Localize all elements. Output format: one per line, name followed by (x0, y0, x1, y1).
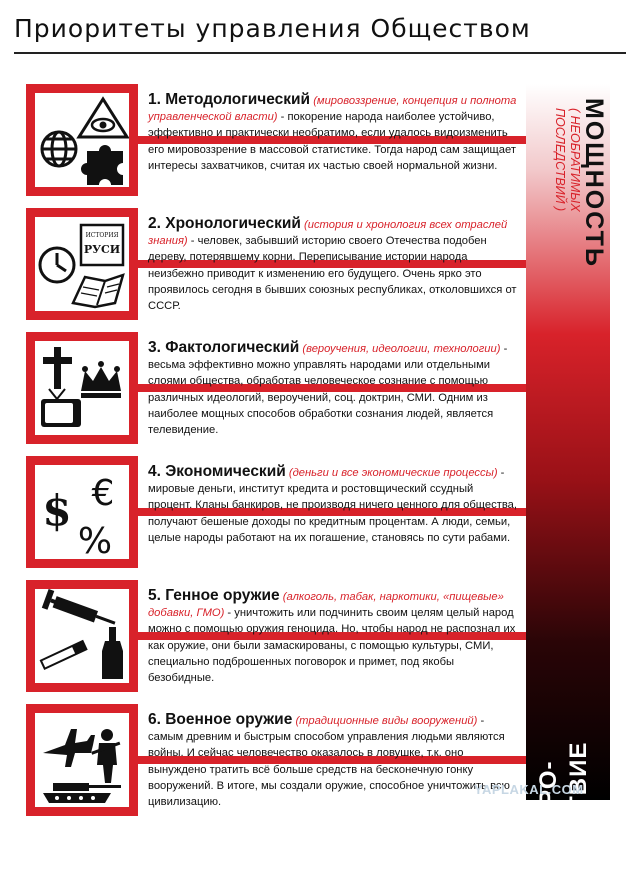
cigarette-icon (41, 641, 86, 669)
power-label: МОЩНОСТЬ (580, 98, 608, 268)
priority-text: - самым древним и быстрым способом управления людьми являются войны. И сейчас человечество оказалось в ловушке, т.к. оно вынуждено тратить всё больше средств на бесконечную гонку вооружений. В итоге, мы создали оружие, способное уничтожить всю цивилизацию. (148, 715, 510, 809)
priority-subtitle: (история и хронология всех отраслей знания) (148, 219, 508, 248)
priority-heading: 2. Хронологический (148, 215, 301, 232)
priority-text: - мировые деньги, институт кредита и ростовщический ссудный процент. Кланы банкиров, не производя ничего ценного для общества, получают бешеные доходы по кредитным процентам. А люди, семьи, целые народы работают на их погашение, становясь по сути рабами. (148, 467, 517, 544)
scroll-label: ИСТОРИЯ (85, 232, 119, 239)
priority-text: - весьма эффективно можно управлять народами или отдельными слоями общества, обработав человеческое сознание с помощью различных идеологий, вероучений, соц. доктрин, СМИ. Одним из наиболее мощных способов обработки сознания людей, является телевидение. (148, 343, 508, 437)
power-speed-column (526, 84, 610, 882)
header (0, 0, 640, 62)
book-icon (73, 275, 123, 307)
priority-subtitle: (традиционные виды вооружений) (295, 715, 478, 727)
scroll-icon (81, 225, 123, 265)
icon-frame (26, 456, 138, 568)
priority-text: - человек, забывший историю своего Отечества подобен дереву, потерявшему корни. Переписывание истории народа неизбежно приводит к изменению его будущего. Очень ярко это проявилось сегодня в бывших союзных республиках, отколовшихся от СССР. (148, 235, 517, 313)
power-sublabel-line2: ПОСЛЕДСТВИЙ ) (553, 108, 567, 212)
crown-icon (81, 361, 121, 398)
priority-heading: 3. Фактологический (148, 339, 300, 356)
priority-description (148, 92, 520, 174)
puzzle-icon (81, 145, 123, 185)
bottle-icon (102, 627, 123, 679)
percent-icon: % (77, 521, 113, 559)
clock-icon (40, 248, 74, 282)
priority-heading: 4. Экономический (148, 463, 286, 480)
title-underline (14, 52, 626, 54)
priority-description (148, 216, 520, 314)
icon-frame (26, 332, 138, 444)
tv-icon (41, 389, 81, 427)
priority-text: - покорение народа наиболее устойчиво, эффективно и практически необратимо, если удалось видоизменить его мировоззрение в массовой статистике. Тогда народ сам защищает интересы захватчиков, считая их частью своей нормальной жизни. (148, 111, 516, 172)
soldier-icon (91, 729, 120, 783)
globe-icon (42, 132, 76, 166)
power-sublabel-line1: ( НЕОБРАТИМЫХ (568, 108, 582, 212)
watermark: YAPLAKAL.COM (474, 782, 584, 797)
icon-frame (26, 580, 138, 692)
eye-pyramid-icon (79, 99, 127, 137)
dollar-icon: $ (42, 486, 72, 535)
icon-frame (26, 208, 138, 320)
priority-heading: 6. Военное оружие (148, 711, 293, 728)
icon-frame (26, 704, 138, 816)
speed-label-line2: ДЕЙСТВИЕ (565, 741, 592, 882)
page-title: Приоритеты управления Обществом (14, 14, 531, 43)
icon-frame (26, 84, 138, 196)
euro-icon: € (91, 473, 115, 514)
jet-icon (43, 729, 95, 767)
tank-icon (43, 783, 121, 803)
priority-description (148, 340, 520, 438)
cross-icon (43, 347, 72, 389)
priority-subtitle: (алкоголь, табак, наркотики, «пищевые» добавки, ГМО) (148, 591, 504, 620)
priority-text: - уничтожить или подчинить своим целям целый народ можно с помощью оружия геноцида. Но, чтобы народ не распознал их как оружие, они были замаскированы, с помощью культуры, СМИ, специально подброшенных поговорок и примет, под якобы безобидные. (148, 607, 516, 685)
priority-description (148, 588, 520, 686)
priority-subtitle: (деньги и все экономические процессы) (288, 467, 498, 479)
speed-label-line1: БЫСТРО- (535, 760, 562, 882)
scroll-text: РУСИ (83, 243, 121, 256)
priority-heading: 5. Генное оружие (148, 587, 280, 604)
priority-description (148, 712, 520, 810)
syringe-icon (42, 589, 118, 633)
priority-description (148, 464, 520, 546)
priority-subtitle: (вероучения, идеологии, технологии) (302, 343, 501, 355)
priority-subtitle: (мировоззрение, концепция и полнота управленческой власти) (148, 95, 517, 124)
priority-heading: 1. Методологический (148, 91, 311, 108)
